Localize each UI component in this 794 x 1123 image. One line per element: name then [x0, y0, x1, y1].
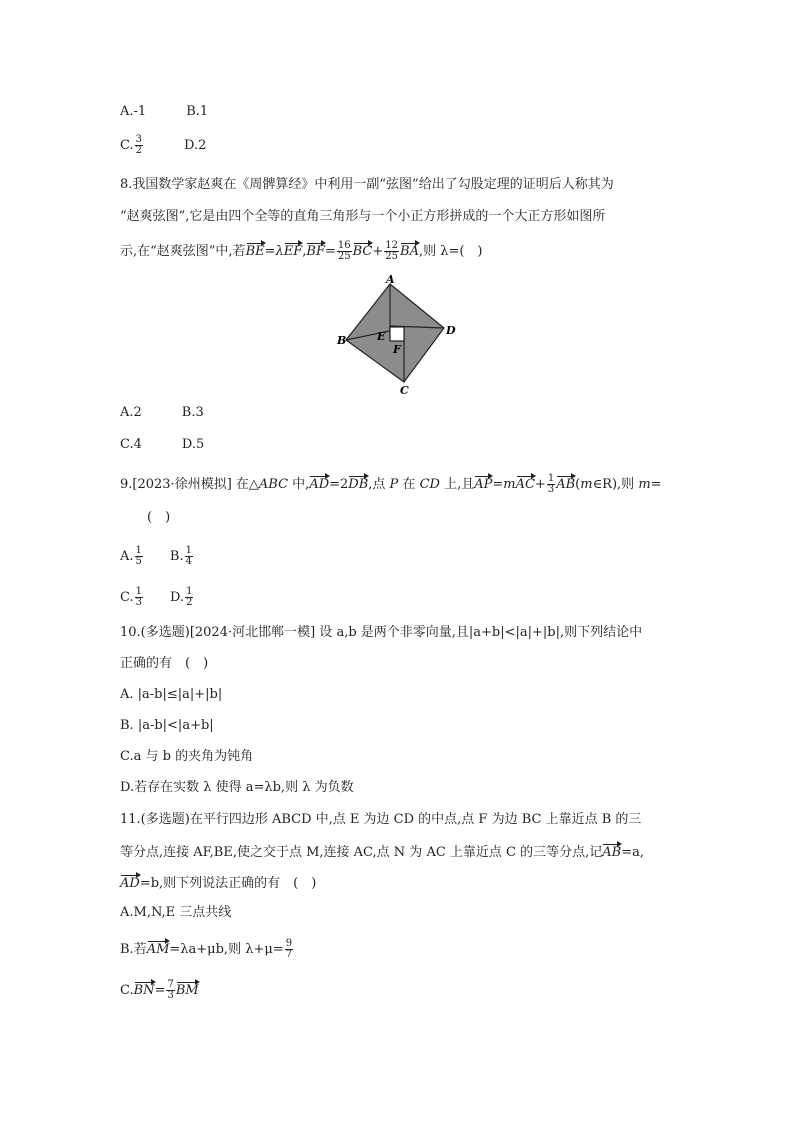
q8-line-2: “赵爽弦图”,它是由四个全等的直角三角形与一个小正方形拼成的一个大正方形如图所 — [120, 209, 606, 224]
fraction: $\frac{1}{2}$ — [186, 586, 193, 608]
q9-option-row-1 — [120, 546, 194, 567]
q10-option-b: B. |a-b|<|a+b| — [120, 718, 214, 733]
q7-option-row-2 — [120, 135, 206, 156]
vector-ac: AC — [515, 477, 535, 492]
q11-line-2: 等分点,连接 AF,BE,使之交于点 M,连接 AC,点 N 为 AC 上靠近点 C 的三等分点,记AB=a, — [120, 845, 644, 860]
q7-option-b: B.1 — [186, 104, 209, 119]
q8-line-3: 示,在“赵爽弦图”中,若BE=λEF,BF= $\frac{16}{25}$ BC+ $\frac{12}{25}$ BA,则 λ=( ) — [120, 240, 483, 262]
q9-option-d: D. $\frac{1}{2}$ — [170, 586, 193, 608]
vector-bf: BF — [306, 244, 325, 259]
q11-line-1: 11.(多选题)在平行四边形 ABCD 中,点 E 为边 CD 的中点,点 F 为边 BC 上靠近点 B 的三 — [120, 812, 642, 827]
inner-square — [390, 327, 404, 341]
q8-option-row-1 — [120, 405, 204, 421]
vector-bm: BM — [175, 983, 199, 998]
q8-option-row-2 — [120, 437, 204, 453]
q8-option-c: C.4 — [120, 437, 142, 452]
label-b: B — [337, 334, 347, 347]
vector-ab: AB — [602, 845, 622, 860]
q11-option-c: C.BN= $\frac{7}{3}$ BM — [120, 979, 199, 1001]
q10-line-2: 正确的有 ( ) — [120, 656, 209, 671]
fraction: $\frac{12}{25}$ — [385, 240, 399, 262]
q7-option-c: C. $\frac{3}{2}$ — [120, 134, 142, 156]
q9-answer-paren: ( ) — [147, 510, 171, 525]
vector-db: DB — [348, 477, 369, 492]
fraction: $\frac{1}{3}$ — [135, 586, 142, 608]
q9-option-c: C. $\frac{1}{3}$ — [120, 586, 142, 608]
fraction: $\frac{16}{25}$ — [337, 240, 351, 262]
label-c: C — [400, 384, 409, 397]
q11-line-3: AD=b,则下列说法正确的有 ( ) — [120, 876, 317, 891]
q10-option-d: D.若存在实数 λ 使得 a=λb,则 λ 为负数 — [120, 780, 354, 795]
q8-option-b: B.3 — [181, 405, 204, 420]
label-a: A — [386, 273, 395, 286]
q11-option-a: A.M,N,E 三点共线 — [120, 905, 232, 920]
q8-option-d: D.5 — [181, 437, 205, 452]
fraction: $\frac{1}{3}$ — [547, 473, 555, 495]
q7-option-row-1 — [120, 104, 208, 120]
q10-option-c: C.a 与 b 的夹角为钝角 — [120, 749, 254, 764]
vector-ab: AB — [556, 477, 576, 492]
vector-ef: EF — [283, 244, 303, 259]
q9-line-1: 9.[2023·徐州模拟] 在△ABC 中,AD=2DB,点 P 在 CD 上,且AP=mAC+ $\frac{1}{3}$ AB(m∈R),则 m= — [120, 473, 662, 495]
label-f: F — [393, 343, 401, 356]
zhao-shuang-figure — [330, 270, 470, 400]
label-e: E — [377, 330, 386, 343]
q9-option-b: B. $\frac{1}{4}$ — [169, 545, 192, 567]
vector-bn: BN — [133, 983, 155, 998]
q9-option-a: A. $\frac{1}{5}$ — [120, 545, 142, 567]
q10-option-a: A. |a-b|≤|a|+|b| — [120, 687, 223, 702]
vector-ap: AP — [474, 477, 493, 492]
q7-option-d: D.2 — [184, 138, 207, 153]
vector-bc: BC — [352, 244, 373, 259]
q7-option-a: A.-1 — [120, 104, 147, 119]
q10-line-1: 10.(多选题)[2024·河北邯郸一模] 设 a,b 是两个非零向量,且|a+b|<|a|+|b|,则下列结论中 — [120, 625, 643, 640]
label-d: D — [446, 324, 456, 337]
fraction: $\frac{3}{2}$ — [135, 134, 142, 156]
q11-option-b: B.若AM=λa+μb,则 λ+μ= $\frac{9}{7}$ — [120, 938, 293, 960]
vector-ba: BA — [400, 244, 419, 259]
vector-ad: AD — [309, 477, 330, 492]
fraction: $\frac{1}{4}$ — [185, 545, 192, 567]
q9-option-row-2 — [120, 587, 194, 608]
vector-be: BE — [245, 244, 265, 259]
vector-ad: AD — [120, 876, 140, 891]
fraction: $\frac{9}{7}$ — [285, 938, 293, 960]
q8-line-1: 8.我国数学家赵爽在《周髀算经》中利用一副“弦图”给出了勾股定理的证明后人称其为 — [120, 177, 614, 192]
q8-option-a: A.2 — [120, 405, 142, 420]
fraction: $\frac{7}{3}$ — [167, 979, 174, 1001]
vector-am: AM — [146, 942, 170, 957]
fraction: $\frac{1}{5}$ — [135, 545, 142, 567]
